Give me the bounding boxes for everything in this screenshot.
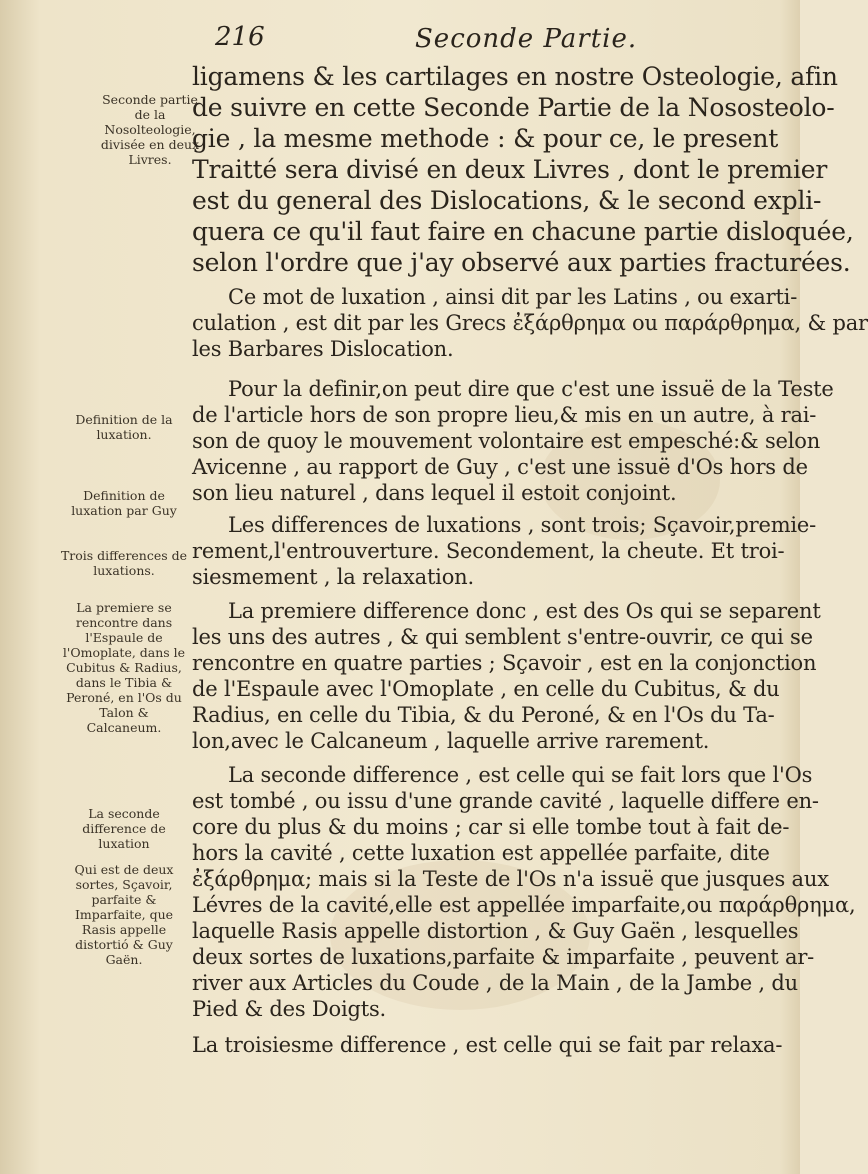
running-head: Seconde Partie.: [415, 24, 638, 54]
text-line: rement,l'entrouverture. Secondement, la cheute. Et troi-: [192, 539, 785, 563]
text-line: river aux Articles du Coude , de la Main , de la Jambe , du: [192, 971, 798, 995]
text-line: Traitté sera divisé en deux Livres , dont le premier: [192, 155, 828, 184]
text-line: La seconde difference , est celle qui se fait lors que l'Os: [228, 763, 813, 787]
text-line: Avicenne , au rapport de Guy , c'est une issuë d'Os hors de: [192, 455, 808, 479]
text-line: de suivre en cette Seconde Partie de la Nososteolo-: [192, 93, 835, 122]
text-line: Pied & des Doigts.: [192, 997, 387, 1021]
text-line: rencontre en quatre parties ; Sçavoir , est en la conjonction: [192, 651, 817, 675]
text-line: de l'Espaule avec l'Omoplate , en celle du Cubitus, & du: [192, 677, 780, 701]
text-line: ἐξάρθρημα; mais si la Teste de l'Os n'a issuë que jusques aux: [192, 867, 829, 891]
text-line: de l'article hors de son propre lieu,& mis en un autre, à rai-: [192, 403, 817, 427]
margin-note: La premiere se rencontre dans l'Espaule de l'Omoplate, dans le Cubitus & Radius, dans le Tibia & Peroné, en l'Os du Talon & Calcaneum.: [62, 600, 186, 735]
margin-note: Definition de la luxation.: [75, 412, 173, 442]
text-line: lon,avec le Calcaneum , laquelle arrive rarement.: [192, 729, 710, 753]
margin-note: Seconde partie de la Nosolteologie, divisée en deux Livres.: [100, 92, 200, 167]
text-line: son de quoy le mouvement volontaire est empesché:& selon: [192, 429, 821, 453]
text-line: les uns des autres , & qui semblent s'entre-ouvrir, ce qui se: [192, 625, 813, 649]
text-line: hors la cavité , cette luxation est appellée parfaite, dite: [192, 841, 770, 865]
text-line: Pour la definir,on peut dire que c'est une issuë de la Teste: [228, 377, 834, 401]
text-line: La troisiesme difference , est celle qui se fait par relaxa-: [192, 1033, 783, 1057]
text-line: core du plus & du moins ; car si elle tombe tout à fait de-: [192, 815, 790, 839]
text-line: Ce mot de luxation , ainsi dit par les Latins , ou exarti-: [228, 285, 798, 309]
text-line: Les differences de luxations , sont trois; Sçavoir,premie-: [228, 513, 817, 537]
text-line: est du general des Dislocations, & le second expli-: [192, 186, 822, 215]
text-line: deux sortes de luxations,parfaite & imparfaite , peuvent ar-: [192, 945, 815, 969]
text-line: laquelle Rasis appelle distortion , & Guy Gaën , lesquelles: [192, 919, 799, 943]
page-header: [215, 22, 775, 62]
text-line: La premiere difference donc , est des Os qui se separent: [228, 599, 821, 623]
margin-note: Definition de luxation par Guy: [71, 488, 177, 518]
text-line: gie , la mesme methode : & pour ce, le present: [192, 124, 779, 153]
text-line: quera ce qu'il faut faire en chacune partie disloquée,: [192, 217, 854, 246]
text-line: son lieu naturel , dans lequel il estoit conjoint.: [192, 481, 677, 505]
text-line: est tombé , ou issu d'une grande cavité , laquelle differe en-: [192, 789, 819, 813]
text-line: selon l'ordre que j'ay observé aux parties fracturées.: [192, 248, 851, 277]
text-line: ligamens & les cartilages en nostre Osteologie, afin: [192, 62, 838, 91]
text-line: culation , est dit par les Grecs ἐξάρθρημα ou παράρθρημα, & par: [192, 311, 868, 335]
text-line: les Barbares Dislocation.: [192, 337, 454, 361]
page-number: 216: [215, 22, 265, 52]
margin-note: Trois differences de luxations.: [60, 548, 188, 578]
margin-note: La seconde difference de luxation: [82, 806, 166, 851]
margin-note: Qui est de deux sortes, Sçavoir, parfaite & Imparfaite, que Rasis appelle distortió & Guy Gaën.: [74, 862, 174, 967]
text-line: Lévres de la cavité,elle est appellée imparfaite,ou παράρθρημα,: [192, 893, 856, 917]
text-line: siesmement , la relaxation.: [192, 565, 474, 589]
text-line: Radius, en celle du Tibia, & du Peroné, & en l'Os du Ta-: [192, 703, 775, 727]
